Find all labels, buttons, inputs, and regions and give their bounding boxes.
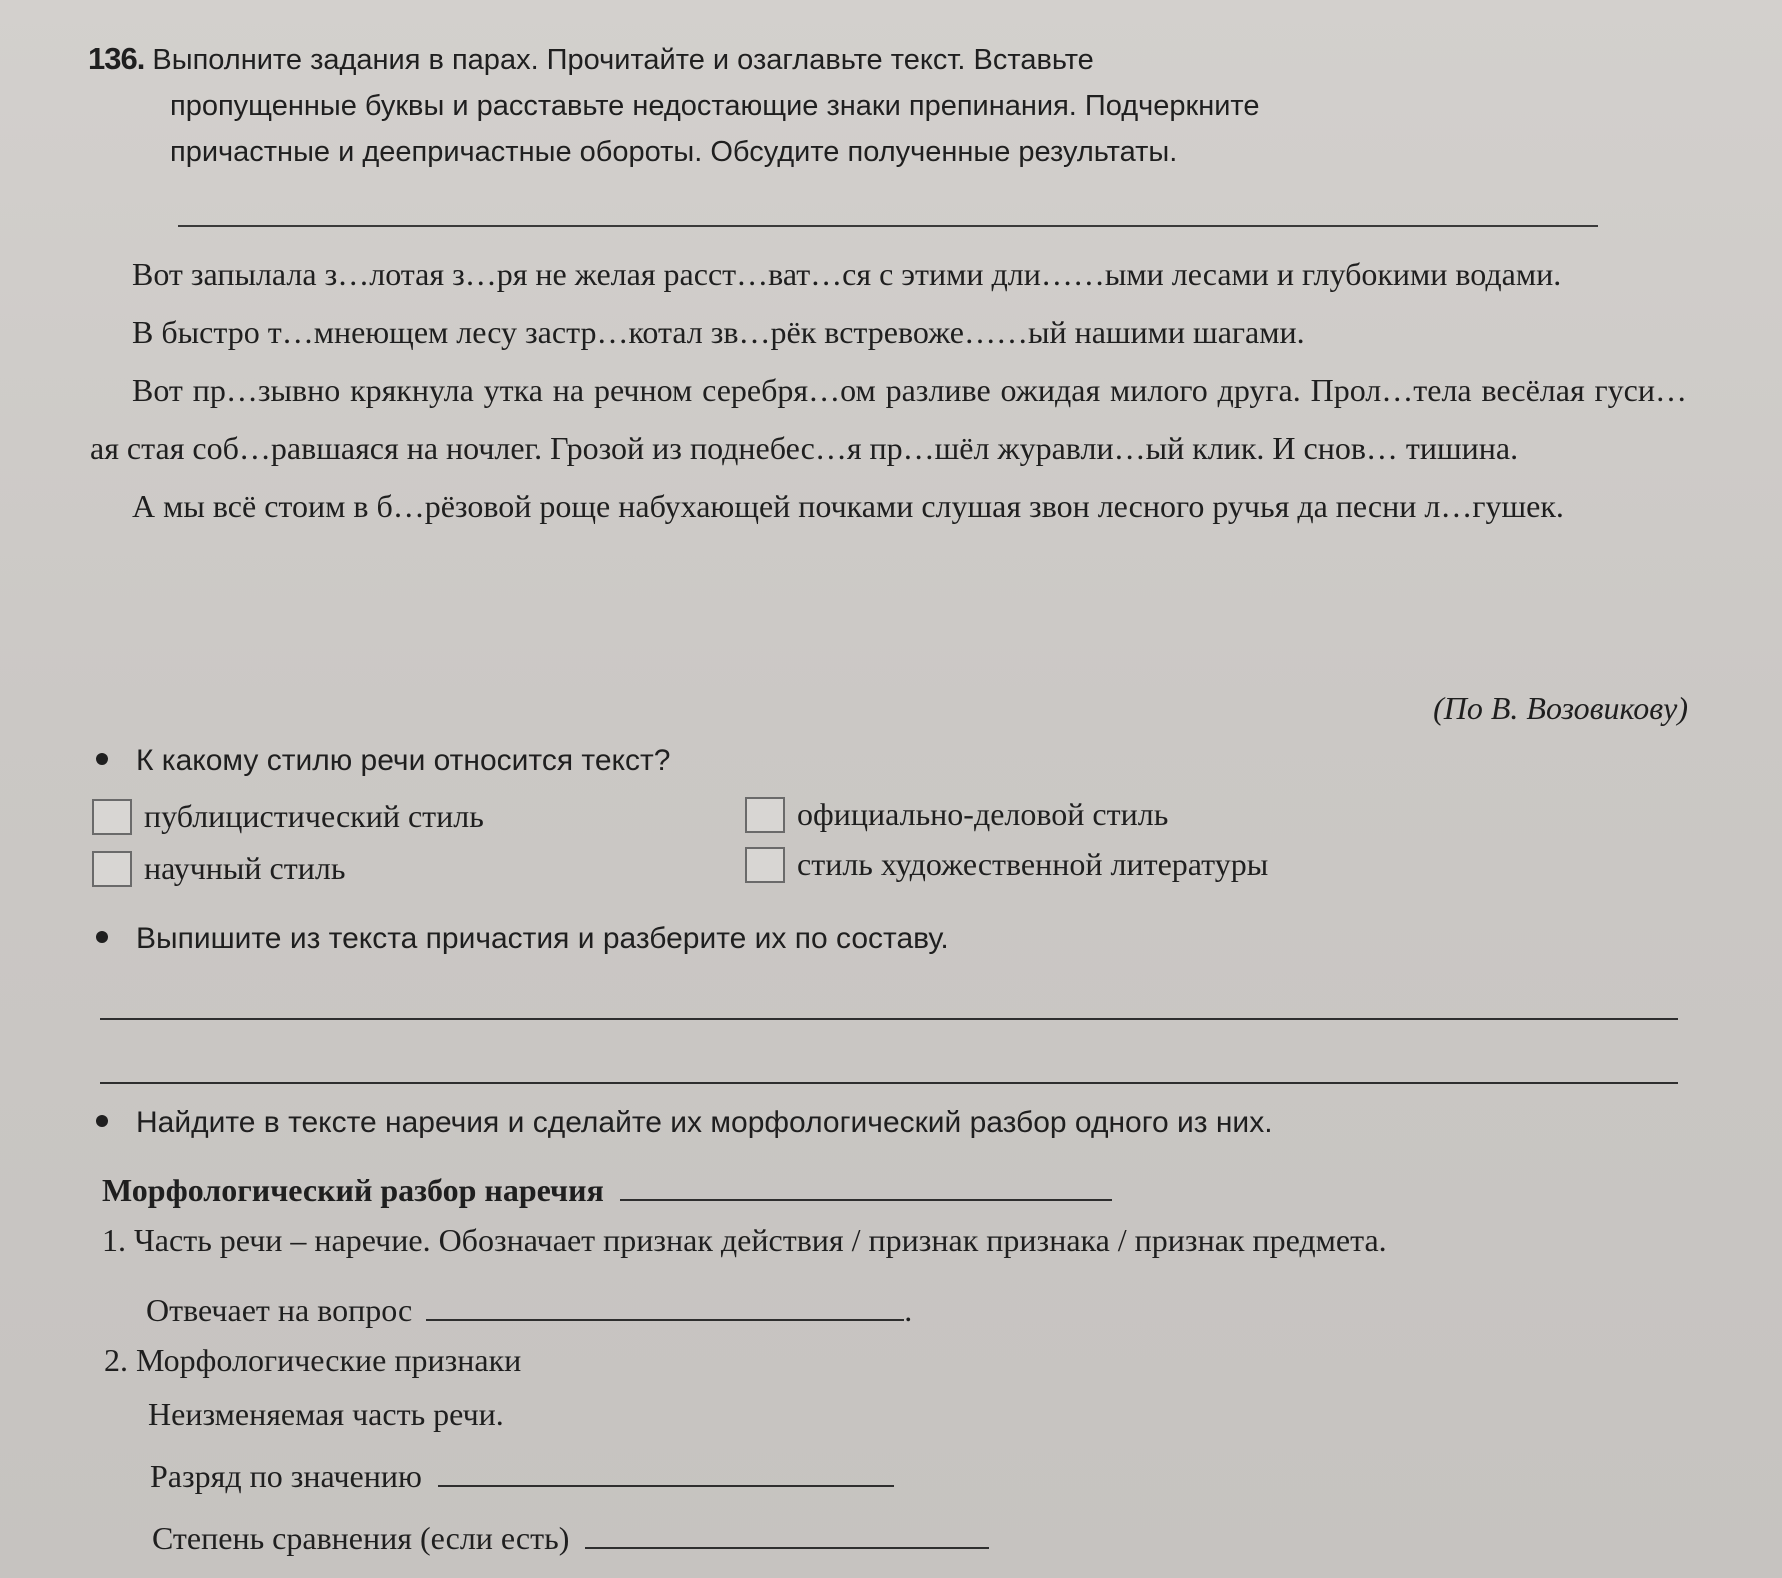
analysis-question-row <box>146 1292 912 1329</box>
text-paragraph-2: В быстро т…мнеющем лесу застр…котал зв…рёк встревоже……ый нашими шагами. <box>132 314 1305 350</box>
analysis-title-row <box>102 1172 1112 1209</box>
task-text-line-1: Выполните задания в парах. Прочитайте и озаглавьте текст. Вставьте <box>152 44 1094 76</box>
bullet-icon <box>96 931 108 943</box>
answer-line-2[interactable] <box>100 1082 1678 1084</box>
category-answer-blank[interactable] <box>438 1459 894 1487</box>
task-instructions <box>88 36 1508 175</box>
analysis-item-2: 2. Морфологические признаки <box>104 1342 522 1378</box>
option-official[interactable] <box>745 796 1168 833</box>
question-answer-blank[interactable] <box>426 1293 904 1321</box>
analysis-title: Морфологический разбор наречия <box>102 1172 604 1208</box>
checkbox-literary[interactable] <box>745 847 785 883</box>
option-publicistic-label: публицистический стиль <box>144 798 484 834</box>
task-number: 136. <box>88 41 145 76</box>
bullet-icon <box>96 753 108 765</box>
question-participles-text: Выпишите из текста причастия и разберите их по составу. <box>136 922 949 955</box>
analysis-unchangeable: Неизменяемая часть речи. <box>148 1396 504 1432</box>
checkbox-scientific[interactable] <box>92 851 132 887</box>
analysis-category-row <box>150 1458 894 1495</box>
option-scientific[interactable] <box>92 850 345 887</box>
text-paragraph-4: А мы всё стоим в б…рёзовой роще набухающей почками слушая звон лесного ручья да песни л…гушек. <box>132 488 1564 524</box>
text-paragraph-1: Вот запылала з…лотая з…ря не желая расст…ват…ся с этими дли……ыми лесами и глубокими водами. <box>132 256 1562 292</box>
category-label: Разряд по значению <box>150 1458 422 1494</box>
question-adverbs-text: Найдите в тексте наречия и сделайте их морфологический разбор одного из них. <box>136 1106 1273 1139</box>
checkbox-official[interactable] <box>745 797 785 833</box>
option-official-label: официально-деловой стиль <box>797 796 1169 832</box>
degree-answer-blank[interactable] <box>585 1521 989 1549</box>
question-adverbs <box>96 1106 1273 1140</box>
analysis-degree-row <box>152 1520 989 1557</box>
question-participles <box>96 922 949 956</box>
degree-label: Степень сравнения (если есть) <box>152 1520 570 1556</box>
answer-line-1[interactable] <box>100 1018 1678 1020</box>
question-style-text: К какому стилю речи относится текст? <box>136 744 671 777</box>
bullet-icon <box>96 1115 108 1127</box>
title-answer-line[interactable] <box>178 225 1598 227</box>
adverb-answer-blank[interactable] <box>620 1173 1112 1201</box>
option-scientific-label: научный стиль <box>144 850 346 886</box>
text-paragraph-3: Вот пр…зывно крякнула утка на речном серебря…ом разливе ожидая милого друга. Прол…тела весёлая гуси…ая стая соб…равшаяся на ночлег. Грозой из поднебес…я пр…шёл журавли…ый клик. И снов… тишина. <box>90 372 1687 466</box>
task-text-line-2: пропущенные буквы и расставьте недостающие знаки препинания. Подчеркните <box>170 90 1260 122</box>
question-label: Отвечает на вопрос <box>146 1292 413 1328</box>
option-literary[interactable] <box>745 846 1268 883</box>
exercise-text <box>90 245 1687 535</box>
analysis-item-1: 1. Часть речи – наречие. Обозначает признак действия / признак признака / признак предмета. <box>102 1222 1387 1258</box>
option-literary-label: стиль художественной литературы <box>797 846 1269 882</box>
option-publicistic[interactable] <box>92 798 484 835</box>
checkbox-publicistic[interactable] <box>92 799 132 835</box>
question-end-dot: . <box>904 1292 913 1328</box>
question-style <box>96 744 670 778</box>
text-author: (По В. Возовикову) <box>1433 690 1688 726</box>
task-text-line-3: причастные и деепричастные обороты. Обсудите полученные результаты. <box>170 136 1178 168</box>
